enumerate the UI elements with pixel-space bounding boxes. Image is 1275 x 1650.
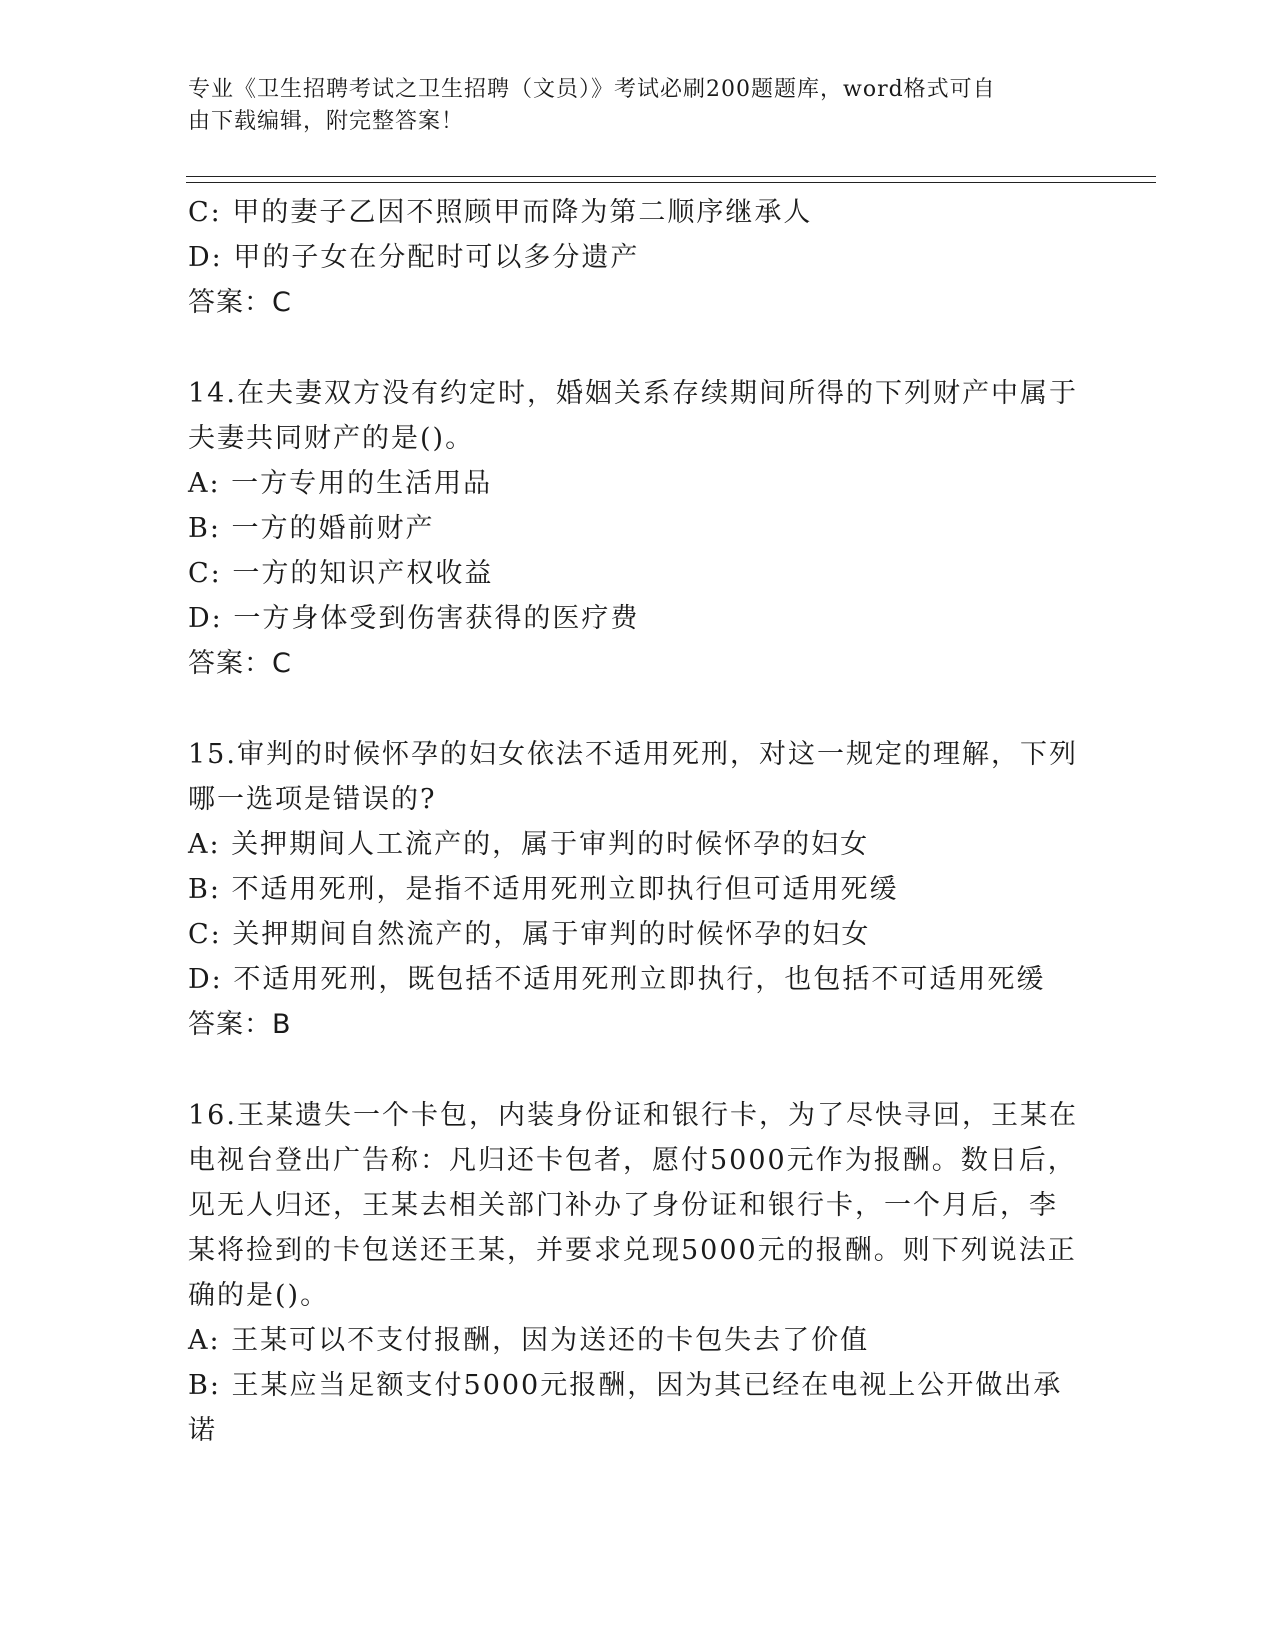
question-stem-line: 哪一选项是错误的? <box>188 784 437 815</box>
option-b: B: 王某应当足额支付5000元报酬，因为其已经在电视上公开做出承 <box>188 1370 1063 1401</box>
option-b: B: 不适用死刑，是指不适用死刑立即执行但可适用死缓 <box>188 874 899 905</box>
question-13-tail <box>188 190 1088 325</box>
answer: 答案：B <box>188 1009 292 1040</box>
question-16 <box>188 1093 1088 1453</box>
option-c: C: 甲的妻子乙因不照顾甲而降为第二顺序继承人 <box>188 197 813 228</box>
option-b-continued: 诺 <box>188 1415 217 1446</box>
header-divider-bottom <box>186 182 1156 183</box>
option-a: A: 一方专用的生活用品 <box>188 468 493 499</box>
option-a: A: 关押期间人工流产的，属于审判的时候怀孕的妇女 <box>188 829 870 860</box>
document-header <box>188 74 1068 138</box>
question-stem-line: 14.在夫妻双方没有约定时，婚姻关系存续期间所得的下列财产中属于 <box>188 378 1078 409</box>
header-title-line-2: 由下载编辑，附完整答案！ <box>188 109 465 134</box>
option-b: B: 一方的婚前财产 <box>188 513 435 544</box>
header-divider-top <box>186 176 1156 177</box>
question-stem-line: 确的是()。 <box>188 1280 330 1311</box>
option-c: C: 一方的知识产权收益 <box>188 558 494 589</box>
question-14 <box>188 371 1088 686</box>
header-title-line-1: 专业《卫生招聘考试之卫生招聘（文员）》考试必刷200题题库，word格式可自 <box>188 77 996 102</box>
question-stem-line: 15.审判的时候怀孕的妇女依法不适用死刑，对这一规定的理解，下列 <box>188 739 1078 770</box>
option-d: D: 一方身体受到伤害获得的医疗费 <box>188 603 640 634</box>
question-stem-line: 夫妻共同财产的是()。 <box>188 423 475 454</box>
option-a: A: 王某可以不支付报酬，因为送还的卡包失去了价值 <box>188 1325 870 1356</box>
question-15 <box>188 732 1088 1047</box>
question-list <box>188 190 1088 1453</box>
question-stem-line: 电视台登出广告称：凡归还卡包者，愿付5000元作为报酬。数日后， <box>188 1145 1077 1176</box>
question-stem-line: 某将捡到的卡包送还王某，并要求兑现5000元的报酬。则下列说法正 <box>188 1235 1077 1266</box>
question-stem-line: 16.王某遗失一个卡包，内装身份证和银行卡，为了尽快寻回，王某在 <box>188 1100 1078 1131</box>
answer: 答案：C <box>188 648 292 679</box>
answer: 答案：C <box>188 287 292 318</box>
option-c: C: 关押期间自然流产的，属于审判的时候怀孕的妇女 <box>188 919 871 950</box>
question-stem-line: 见无人归还，王某去相关部门补办了身份证和银行卡，一个月后，李 <box>188 1190 1058 1221</box>
option-d: D: 不适用死刑，既包括不适用死刑立即执行，也包括不可适用死缓 <box>188 964 1046 995</box>
option-d: D: 甲的子女在分配时可以多分遗产 <box>188 242 640 273</box>
